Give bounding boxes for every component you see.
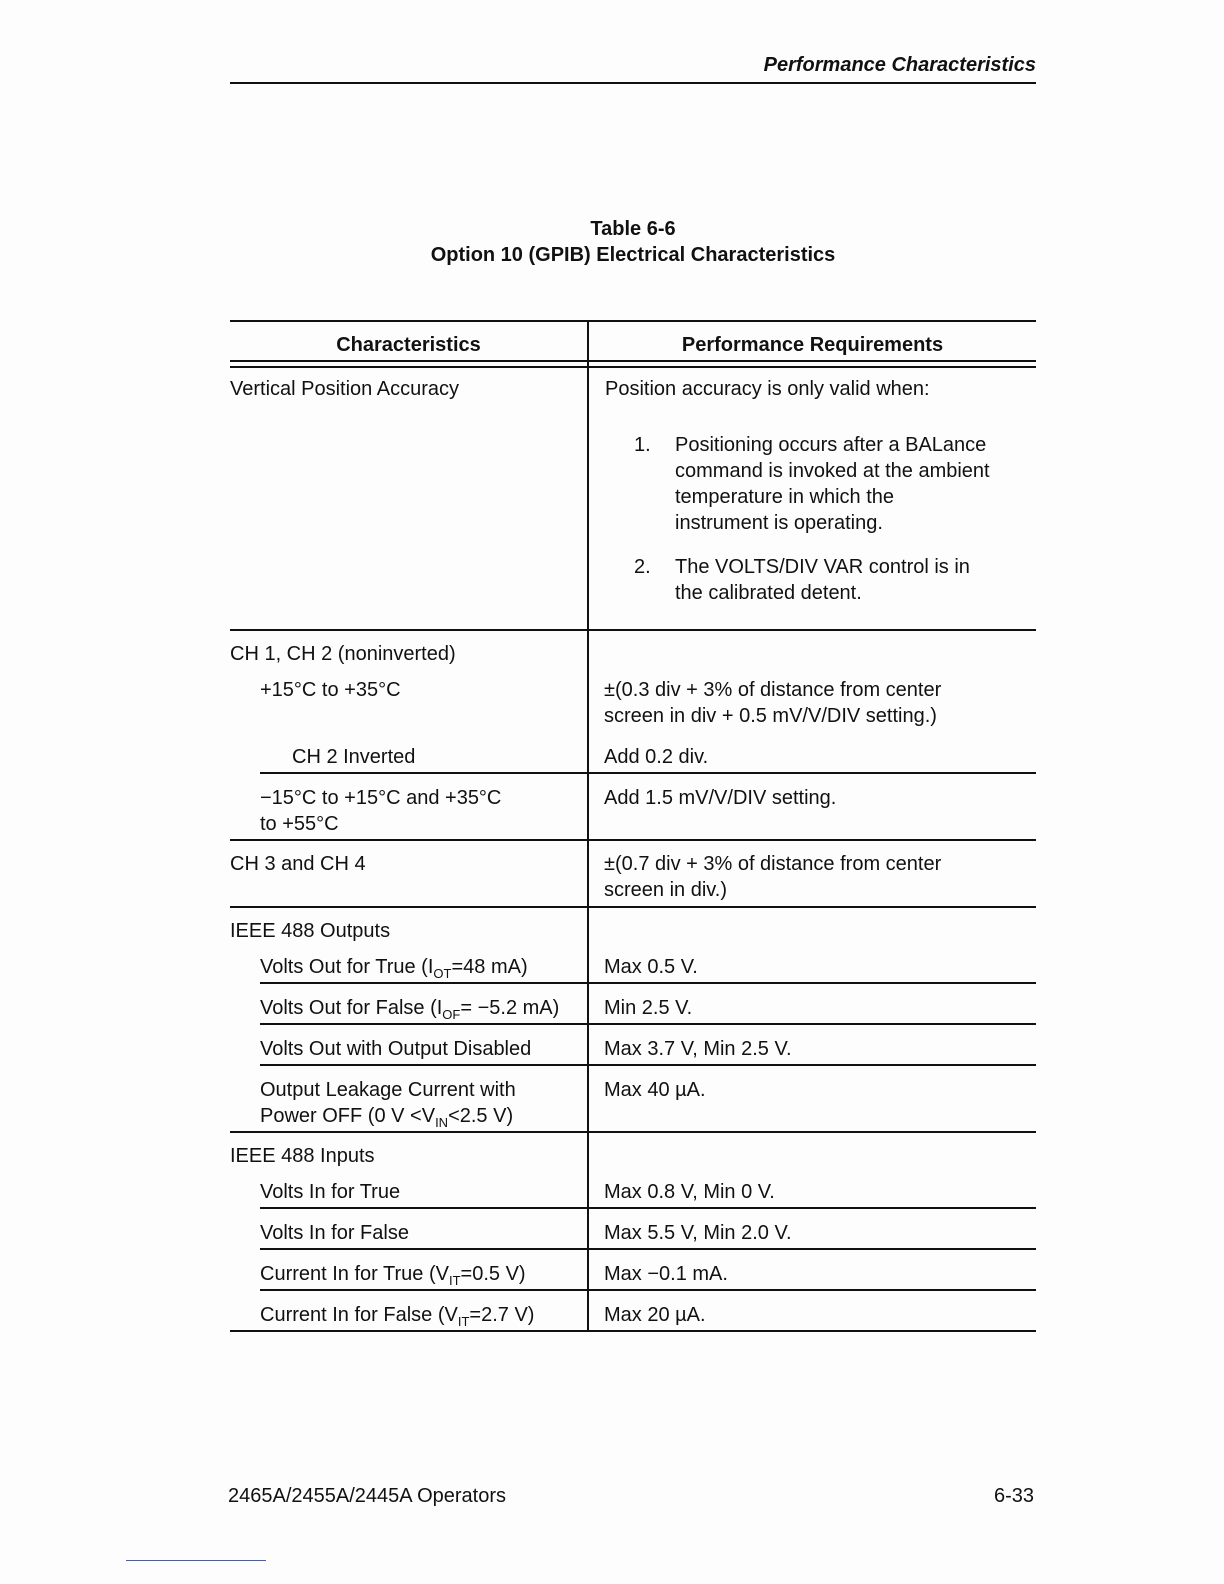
ch34-requirement xyxy=(604,851,941,903)
input-row-requirement: Max 0.8 V, Min 0 V. xyxy=(604,1181,775,1203)
label-text: = −5.2 mA) xyxy=(460,997,560,1019)
subscript: IT xyxy=(457,1314,470,1329)
requirement-line: ±(0.3 div + 3% of distance from center xyxy=(604,679,942,701)
subscript: OF xyxy=(442,1007,461,1022)
output-row-requirement: Max 3.7 V, Min 2.5 V. xyxy=(604,1038,792,1060)
vertical-position-intro: Position accuracy is only valid when: xyxy=(605,378,930,400)
condition-2-text xyxy=(675,554,970,606)
label-text: =2.7 V) xyxy=(469,1304,535,1326)
table-number: Table 6-6 xyxy=(590,218,676,240)
subscript: IN xyxy=(435,1115,449,1130)
label-text: Current In for False (V xyxy=(260,1304,458,1326)
ch2-inverted-requirement: Add 0.2 div. xyxy=(604,746,709,768)
condition-1-line: instrument is operating. xyxy=(675,512,883,534)
subrow-rule xyxy=(260,1207,1036,1209)
subrow-rule xyxy=(260,772,1036,774)
subrow-rule xyxy=(260,1064,1036,1066)
leakage-requirement: Max 40 µA. xyxy=(604,1079,706,1101)
header-rule-2 xyxy=(230,366,1036,368)
label-text: Output Leakage Current with xyxy=(260,1079,516,1101)
label-text: <2.5 V) xyxy=(448,1105,514,1127)
table-bottom-rule xyxy=(230,1330,1036,1332)
subrow-rule xyxy=(260,1289,1036,1291)
col-header-performance: Performance Requirements xyxy=(681,334,944,356)
subrow-rule xyxy=(260,982,1036,984)
temp2-line: −15°C to +15°C and +35°C xyxy=(260,787,502,809)
vertical-position-label: Vertical Position Accuracy xyxy=(230,378,459,400)
input-row-requirement: Max 20 µA. xyxy=(604,1304,706,1326)
link-underline xyxy=(126,1560,266,1561)
label-text: =0.5 V) xyxy=(460,1263,526,1285)
column-divider xyxy=(587,320,589,1331)
output-row-requirement: Max 0.5 V. xyxy=(604,956,698,978)
requirement-line: screen in div.) xyxy=(604,879,728,901)
ch34-label: CH 3 and CH 4 xyxy=(230,853,366,875)
subscript: IT xyxy=(448,1273,461,1288)
ch2-inverted-label: CH 2 Inverted xyxy=(292,746,416,768)
output-row-label: Volts Out with Output Disabled xyxy=(260,1038,532,1060)
row-rule xyxy=(230,839,1036,841)
row-rule xyxy=(230,1131,1036,1133)
table-caption xyxy=(230,216,1036,268)
table-top-rule xyxy=(230,320,1036,322)
header-rule xyxy=(230,82,1036,84)
input-row-label xyxy=(260,1302,534,1328)
label-text: Power OFF (0 V <V xyxy=(260,1105,436,1127)
output-row-label xyxy=(260,995,559,1021)
label-line xyxy=(260,1103,516,1129)
row-rule xyxy=(230,629,1036,631)
condition-1-text xyxy=(675,432,990,536)
subrow-rule xyxy=(260,1248,1036,1250)
table-title: Option 10 (GPIB) Electrical Characteristics xyxy=(430,244,836,266)
input-row-label: Volts In for True xyxy=(260,1181,401,1203)
subscript: OT xyxy=(433,966,452,981)
label-text: Current In for True (V xyxy=(260,1263,449,1285)
running-head: Performance Characteristics xyxy=(763,54,1036,76)
label-text: =48 mA) xyxy=(451,956,528,978)
ch12-label: CH 1, CH 2 (noninverted) xyxy=(230,643,456,665)
input-row-label: Volts In for False xyxy=(260,1222,409,1244)
label-text: Volts Out for True (I xyxy=(260,956,434,978)
requirement-line: ±(0.7 div + 3% of distance from center xyxy=(604,853,942,875)
condition-1-number: 1. xyxy=(634,434,651,456)
temp2-line: to +55°C xyxy=(260,813,339,835)
footer-manual-title: 2465A/2455A/2445A Operators xyxy=(228,1485,506,1507)
condition-1-line: Positioning occurs after a BALance xyxy=(675,434,987,456)
requirement-line: screen in div + 0.5 mV/V/DIV setting.) xyxy=(604,705,937,727)
condition-1-line: temperature in which the xyxy=(675,486,895,508)
footer-page-number: 6-33 xyxy=(993,1485,1034,1507)
ch12-temp1: +15°C to +35°C xyxy=(260,679,401,701)
condition-2-number: 2. xyxy=(634,556,651,578)
ch12-temp2 xyxy=(260,785,501,837)
label-text: Volts Out for False (I xyxy=(260,997,443,1019)
outputs-label: IEEE 488 Outputs xyxy=(230,920,391,942)
input-row-requirement: Max −0.1 mA. xyxy=(604,1263,728,1285)
condition-2-line: The VOLTS/DIV VAR control is in xyxy=(675,556,970,578)
subrow-rule xyxy=(260,1023,1036,1025)
row-rule xyxy=(230,906,1036,908)
output-row-label xyxy=(260,954,528,980)
col-header-characteristics: Characteristics xyxy=(336,334,481,356)
input-row-label xyxy=(260,1261,526,1287)
header-rule-1 xyxy=(230,360,1036,362)
input-row-requirement: Max 5.5 V, Min 2.0 V. xyxy=(604,1222,792,1244)
ch12-temp1-requirement xyxy=(604,677,941,729)
leakage-label xyxy=(260,1077,516,1129)
inputs-label: IEEE 488 Inputs xyxy=(230,1145,375,1167)
ch12-temp2-requirement: Add 1.5 mV/V/DIV setting. xyxy=(604,787,837,809)
condition-1-line: command is invoked at the ambient xyxy=(675,460,990,482)
condition-2-line: the calibrated detent. xyxy=(675,582,862,604)
output-row-requirement: Min 2.5 V. xyxy=(604,997,693,1019)
